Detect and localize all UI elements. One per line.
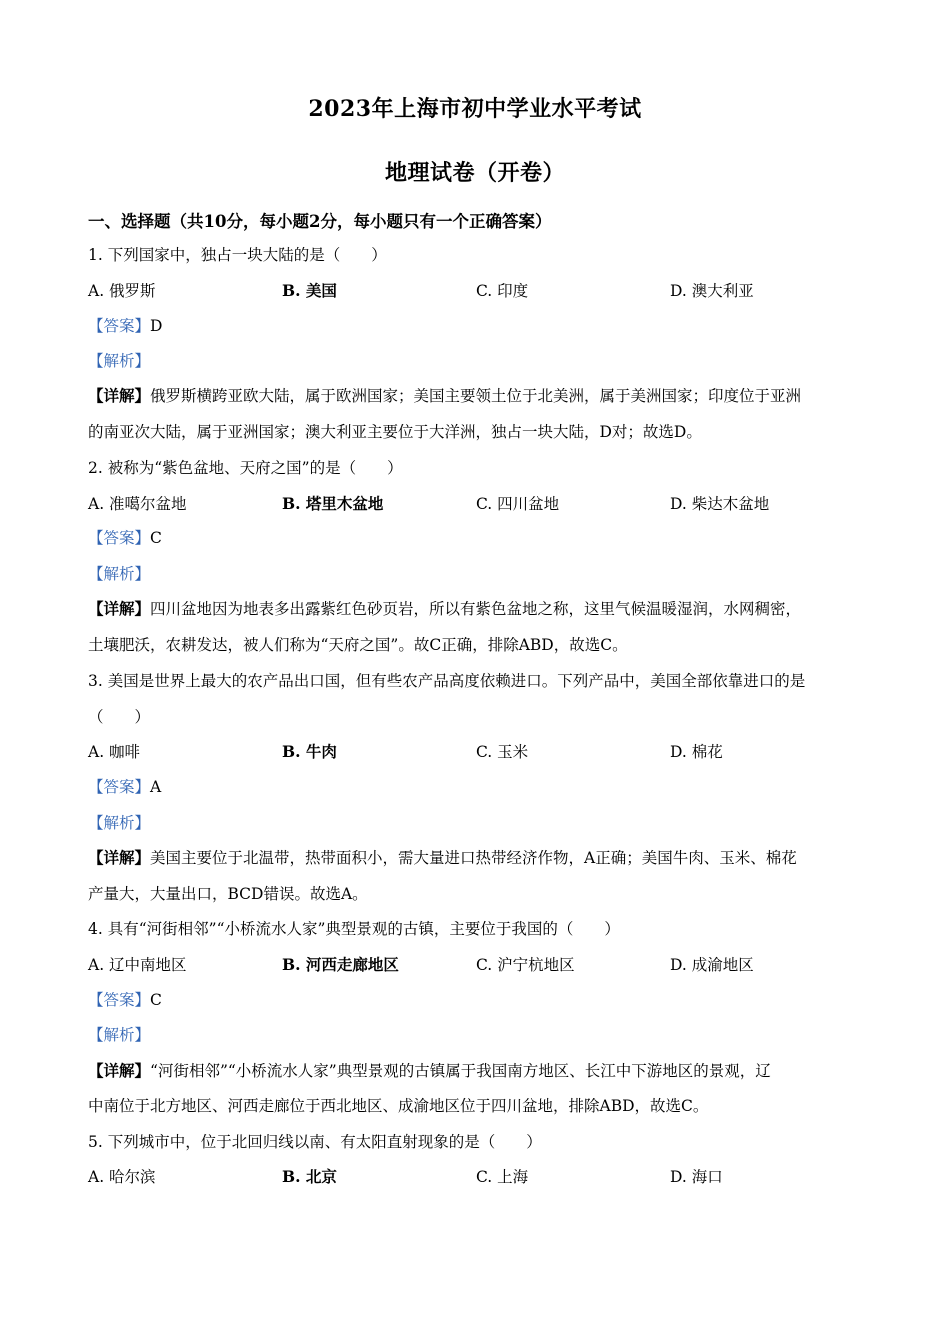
answer-label: 【答案】 [88, 991, 151, 1009]
question-4-options [88, 954, 868, 976]
detail-label: 【详解】 [88, 599, 151, 618]
detail-label: 【详解】 [88, 386, 151, 405]
option-c: C. 沪宁杭地区 [476, 956, 575, 974]
answer-value: A [150, 778, 162, 796]
exam-title: 2023年上海市初中学业水平考试 [308, 96, 642, 122]
analysis-label: 【解析】 [88, 352, 151, 370]
analysis-label: 【解析】 [88, 814, 151, 832]
paper-subtitle: 地理试卷（开卷） [384, 160, 565, 186]
option-c: C. 印度 [476, 282, 529, 300]
question-3-stem: 3. 美国是世界上最大的农产品出口国，但有些农产品高度依赖进口。下列产品中，美国全部依靠进口的是 [88, 672, 806, 690]
option-c: C. 玉米 [476, 743, 529, 761]
option-a: A. 俄罗斯 [88, 282, 156, 300]
detail-text: 四川盆地因为地表多出露紫红色砂页岩，所以有紫色盆地之称，这里气候温暖湿润，水网稠密， [150, 600, 802, 618]
answer-value: C [150, 991, 162, 1009]
question-3-analysis [88, 812, 868, 834]
option-c: C. 四川盆地 [476, 495, 560, 513]
option-b: B. 美国 [282, 281, 337, 300]
detail-label: 【详解】 [88, 1061, 151, 1080]
option-a: A. 准噶尔盆地 [88, 495, 187, 513]
option-d: D. 柴达木盆地 [670, 495, 770, 513]
option-d: D. 成渝地区 [670, 956, 754, 974]
question-2-detail [88, 598, 868, 620]
question-2-stem: 2. 被称为“紫色盆地、天府之国”的是（ ） [88, 459, 403, 477]
option-b: B. 河西走廊地区 [282, 955, 399, 974]
option-a: A. 辽中南地区 [88, 956, 187, 974]
answer-label: 【答案】 [88, 778, 151, 796]
question-3-answer [88, 776, 868, 798]
question-2-analysis [88, 563, 868, 585]
analysis-label: 【解析】 [88, 1026, 151, 1044]
detail-text: 俄罗斯横跨亚欧大陆，属于欧洲国家；美国主要领土位于北美洲，属于美洲国家；印度位于亚洲 [150, 387, 802, 405]
option-b: B. 牛肉 [282, 742, 337, 761]
question-2-options [88, 493, 868, 515]
question-2-answer [88, 527, 868, 549]
question-4-detail-cont: 中南位于北方地区、河西走廊位于西北地区、成渝地区位于四川盆地，排除ABD，故选C。 [88, 1097, 709, 1115]
option-a: A. 哈尔滨 [88, 1168, 156, 1186]
option-b: B. 塔里木盆地 [282, 494, 384, 513]
option-d: D. 澳大利亚 [670, 282, 754, 300]
option-d: D. 海口 [670, 1168, 723, 1186]
answer-value: C [150, 529, 162, 547]
question-3-detail [88, 847, 868, 869]
question-3-options [88, 741, 868, 763]
detail-label: 【详解】 [88, 848, 151, 867]
question-2-detail-cont: 土壤肥沃，农耕发达，被人们称为“天府之国”。故C正确，排除ABD，故选C。 [88, 636, 628, 654]
question-1-detail [88, 385, 868, 407]
question-3-stem-cont: （ ） [88, 708, 151, 726]
analysis-label: 【解析】 [88, 565, 151, 583]
question-1-analysis [88, 350, 868, 372]
question-5-stem: 5. 下列城市中，位于北回归线以南、有太阳直射现象的是（ ） [88, 1133, 542, 1151]
question-3-detail-cont: 产量大，大量出口，BCD错误。故选A。 [88, 885, 368, 903]
option-b: B. 北京 [282, 1167, 337, 1186]
question-4-analysis [88, 1024, 868, 1046]
detail-text: “河街相邻”“小桥流水人家”典型景观的古镇属于我国南方地区、长江中下游地区的景观，辽 [150, 1062, 771, 1080]
question-1-stem: 1. 下列国家中，独占一块大陆的是（ ） [88, 246, 387, 264]
question-1-detail-cont: 的南亚次大陆，属于亚洲国家；澳大利亚主要位于大洋洲，独占一块大陆，D对；故选D。 [88, 423, 702, 441]
answer-label: 【答案】 [88, 529, 151, 547]
section-header: 一、选择题（共10分，每小题2分，每小题只有一个正确答案） [88, 212, 552, 231]
question-1-answer [88, 315, 868, 337]
answer-value: D [150, 317, 163, 335]
answer-label: 【答案】 [88, 317, 151, 335]
question-4-answer [88, 989, 868, 1011]
question-5-options [88, 1166, 868, 1188]
detail-text: 美国主要位于北温带，热带面积小，需大量进口热带经济作物，A正确；美国牛肉、玉米、棉花 [150, 849, 797, 867]
question-4-stem: 4. 具有“河街相邻”“小桥流水人家”典型景观的古镇，主要位于我国的（ ） [88, 920, 620, 938]
option-a: A. 咖啡 [88, 743, 141, 761]
option-d: D. 棉花 [670, 743, 723, 761]
question-4-detail [88, 1060, 868, 1082]
question-1-options [88, 280, 868, 302]
option-c: C. 上海 [476, 1168, 529, 1186]
